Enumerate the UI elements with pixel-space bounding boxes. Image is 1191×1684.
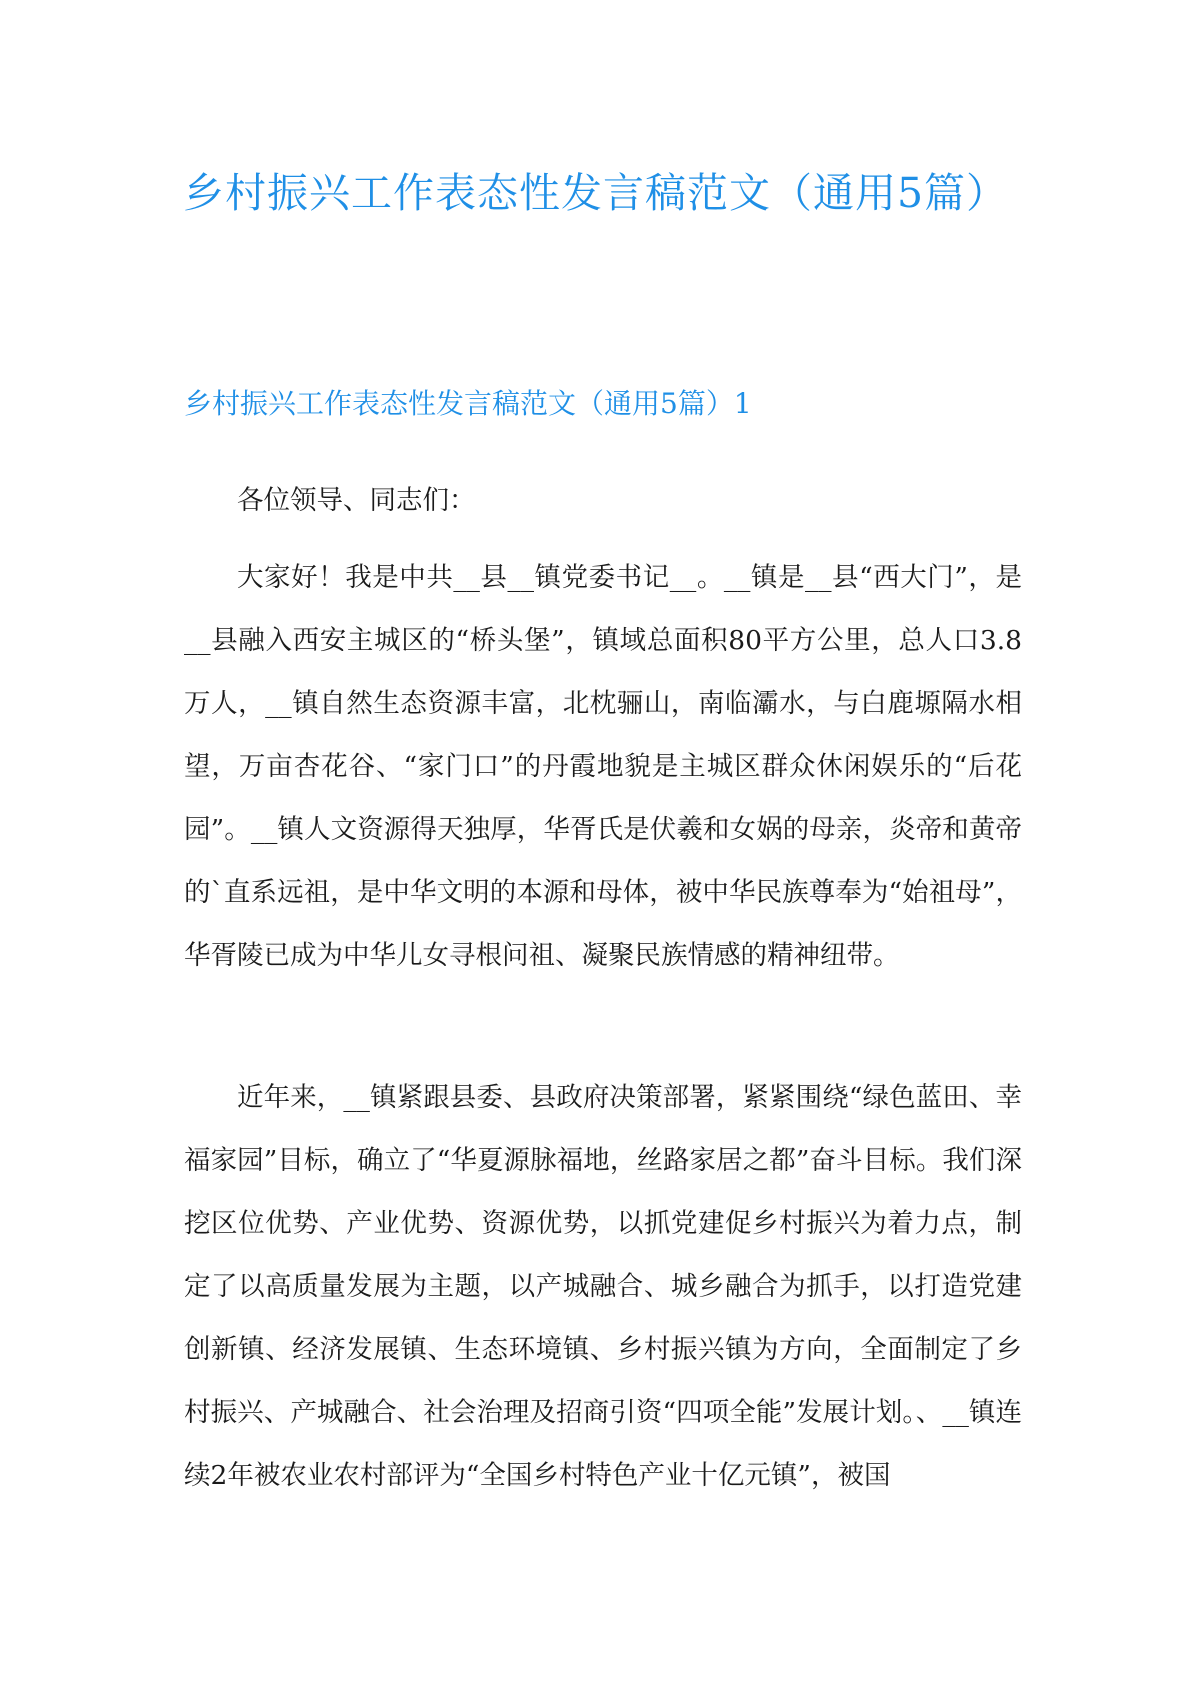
- greeting-paragraph: 各位领导、同志们：: [237, 485, 476, 516]
- section-heading: 乡村振兴工作表态性发言稿范文（通用5篇）1: [184, 387, 752, 420]
- document-title: 乡村振兴工作表态性发言稿范文（通用5篇）: [182, 169, 1009, 217]
- intro-paragraph: 大家好！我是中共__县__镇党委书记__。__镇是__县“西大门”，是__县融入西安主城区的“桥头堡”，镇域总面积80平方公里，总人口3.8万人，__镇自然生态资源丰富，北枕骊山，南临灞水，与白鹿塬隔水相望，万亩杏花谷、“家门口”的丹霞地貌是主城区群众休闲娱乐的“后花园”。__镇人文资源得天独厚，华胥氏是伏羲和女娲的母亲，炎帝和黄帝的`直系远祖，是中华文明的本源和母体，被中华民族尊奉为“始祖母”，华胥陵已成为中华儿女寻根问祖、凝聚民族情感的精神纽带。: [184, 562, 1022, 971]
- recent-paragraph: 近年来，__镇紧跟县委、县政府决策部署，紧紧围绕“绿色蓝田、幸福家园”目标，确立了“华夏源脉福地，丝路家居之都”奋斗目标。我们深挖区位优势、产业优势、资源优势，以抓党建促乡村振兴为着力点，制定了以高质量发展为主题，以产城融合、城乡融合为抓手，以打造党建创新镇、经济发展镇、生态环境镇、乡村振兴镇为方向，全面制定了乡村振兴、产城融合、社会治理及招商引资“四项全能”发展计划。、__镇连续2年被农业农村部评为“全国乡村特色产业十亿元镇”，被国: [184, 1082, 1022, 1491]
